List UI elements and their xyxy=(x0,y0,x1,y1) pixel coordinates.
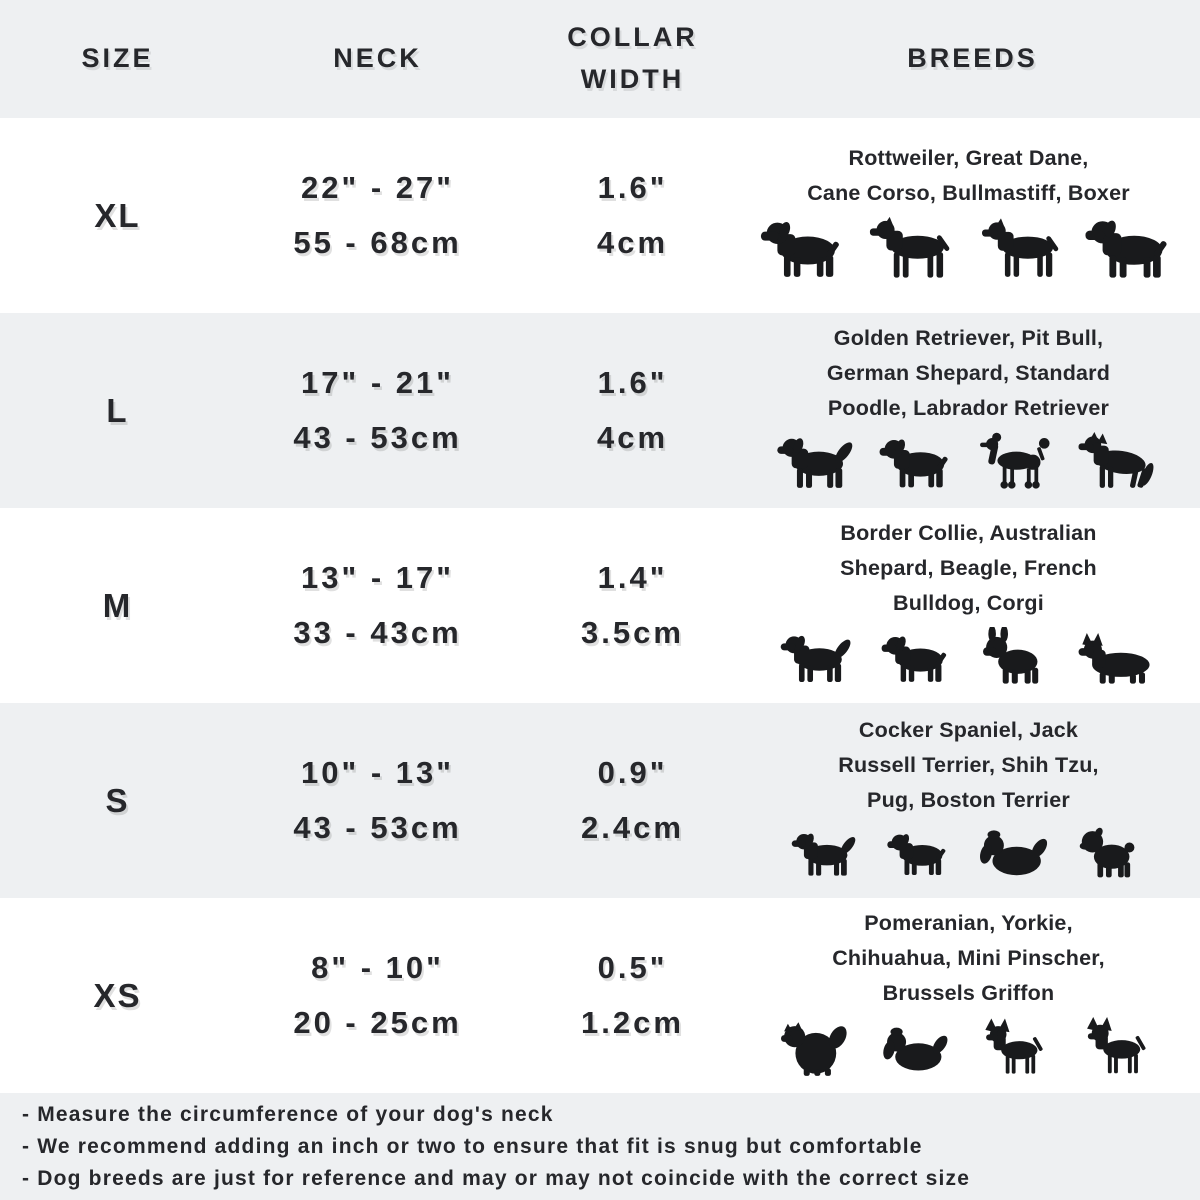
size-label: M xyxy=(102,586,133,624)
table-row xyxy=(0,898,1200,1093)
table-row xyxy=(0,313,1200,508)
width-inches: 1.6" xyxy=(597,365,668,401)
neck-measurement xyxy=(235,551,520,660)
bullmastiff-icon xyxy=(1082,216,1181,290)
dog-silhouettes xyxy=(772,627,1165,695)
size-label: XL xyxy=(94,196,141,234)
dog-silhouettes xyxy=(783,824,1154,888)
dog-silhouettes xyxy=(772,1017,1165,1085)
neck-inches: 17" - 21" xyxy=(301,365,454,401)
neck-cm: 20 - 25cm xyxy=(293,1004,462,1040)
french-bulldog-icon xyxy=(974,627,1065,695)
size-label: L xyxy=(106,391,129,429)
width-cm: 4cm xyxy=(596,224,669,260)
poodle-icon xyxy=(974,432,1065,500)
pug-icon xyxy=(1069,824,1154,888)
neck-cm: 55 - 68cm xyxy=(293,224,462,260)
breeds-cell xyxy=(745,906,1200,1084)
neck-inches: 22" - 27" xyxy=(301,170,454,206)
beagle-icon xyxy=(873,627,964,695)
table-row xyxy=(0,703,1200,898)
column-header-collar-width: COLLAR WIDTH xyxy=(567,22,698,94)
breeds-cell xyxy=(745,713,1200,887)
cane-corso-icon xyxy=(974,216,1073,290)
neck-cm: 33 - 43cm xyxy=(293,614,462,650)
width-inches: 1.4" xyxy=(597,560,668,596)
german-shepherd-icon xyxy=(1074,432,1165,500)
table-row xyxy=(0,508,1200,703)
note-line: - We recommend adding an inch or two to ensure that fit is snug but comfortable xyxy=(22,1134,923,1158)
breeds-cell xyxy=(745,516,1200,694)
chihuahua-icon xyxy=(974,1017,1065,1085)
width-cm: 2.4cm xyxy=(581,809,684,845)
footer-notes xyxy=(0,1093,1200,1200)
size-label: XS xyxy=(93,976,142,1014)
column-header-neck: NECK xyxy=(333,43,422,74)
breed-list: Golden Retriever, Pit Bull, German Shepard, Standard Poodle, Labrador Retriever xyxy=(826,326,1111,420)
width-cm: 4cm xyxy=(596,419,669,455)
collar-width-measurement xyxy=(520,551,745,660)
yorkie-icon xyxy=(873,1017,964,1085)
jack-russell-icon xyxy=(878,824,963,888)
dog-silhouettes xyxy=(772,432,1165,500)
breed-list: Border Collie, Australian Shepard, Beagle, French Bulldog, Corgi xyxy=(840,521,1097,615)
corgi-icon xyxy=(1074,627,1165,695)
great-dane-icon xyxy=(865,216,964,290)
table-header-row xyxy=(0,0,1200,118)
collar-width-measurement xyxy=(520,746,745,855)
neck-measurement xyxy=(235,161,520,270)
column-header-breeds: BREEDS xyxy=(907,43,1038,74)
size-label: S xyxy=(105,781,130,819)
pomeranian-icon xyxy=(772,1017,863,1085)
shih-tzu-icon xyxy=(974,824,1059,888)
dog-silhouettes xyxy=(756,216,1181,290)
column-header-size: SIZE xyxy=(81,43,154,74)
neck-measurement xyxy=(235,941,520,1050)
breed-list: Pomeranian, Yorkie, Chihuahua, Mini Pinscher, Brussels Griffon xyxy=(832,911,1105,1005)
breeds-cell xyxy=(745,141,1200,291)
width-inches: 1.6" xyxy=(597,170,668,206)
width-inches: 0.5" xyxy=(597,950,668,986)
golden-retriever-icon xyxy=(772,432,863,500)
width-cm: 1.2cm xyxy=(581,1004,684,1040)
cocker-spaniel-icon xyxy=(783,824,868,888)
neck-cm: 43 - 53cm xyxy=(293,419,462,455)
breed-list: Rottweiler, Great Dane, Cane Corso, Bullmastiff, Boxer xyxy=(807,145,1130,205)
neck-inches: 8" - 10" xyxy=(311,950,444,986)
collar-width-measurement xyxy=(520,356,745,465)
australian-shepherd-icon xyxy=(772,627,863,695)
neck-inches: 13" - 17" xyxy=(301,560,454,596)
collar-width-measurement xyxy=(520,941,745,1050)
neck-measurement xyxy=(235,356,520,465)
width-cm: 3.5cm xyxy=(581,614,684,650)
table-row xyxy=(0,118,1200,313)
labrador-icon xyxy=(873,432,964,500)
note-line: - Dog breeds are just for reference and may or may not coincide with the correct size xyxy=(22,1167,971,1191)
width-inches: 0.9" xyxy=(597,755,668,791)
neck-cm: 43 - 53cm xyxy=(293,809,462,845)
note-line: - Measure the circumference of your dog's neck xyxy=(22,1102,554,1126)
collar-width-measurement xyxy=(520,161,745,270)
min-pin-icon xyxy=(1074,1017,1165,1085)
breeds-cell xyxy=(745,321,1200,499)
rottweiler-icon xyxy=(756,216,855,290)
breed-list: Cocker Spaniel, Jack Russell Terrier, Shih Tzu, Pug, Boston Terrier xyxy=(838,718,1099,812)
neck-measurement xyxy=(235,746,520,855)
neck-inches: 10" - 13" xyxy=(301,755,454,791)
